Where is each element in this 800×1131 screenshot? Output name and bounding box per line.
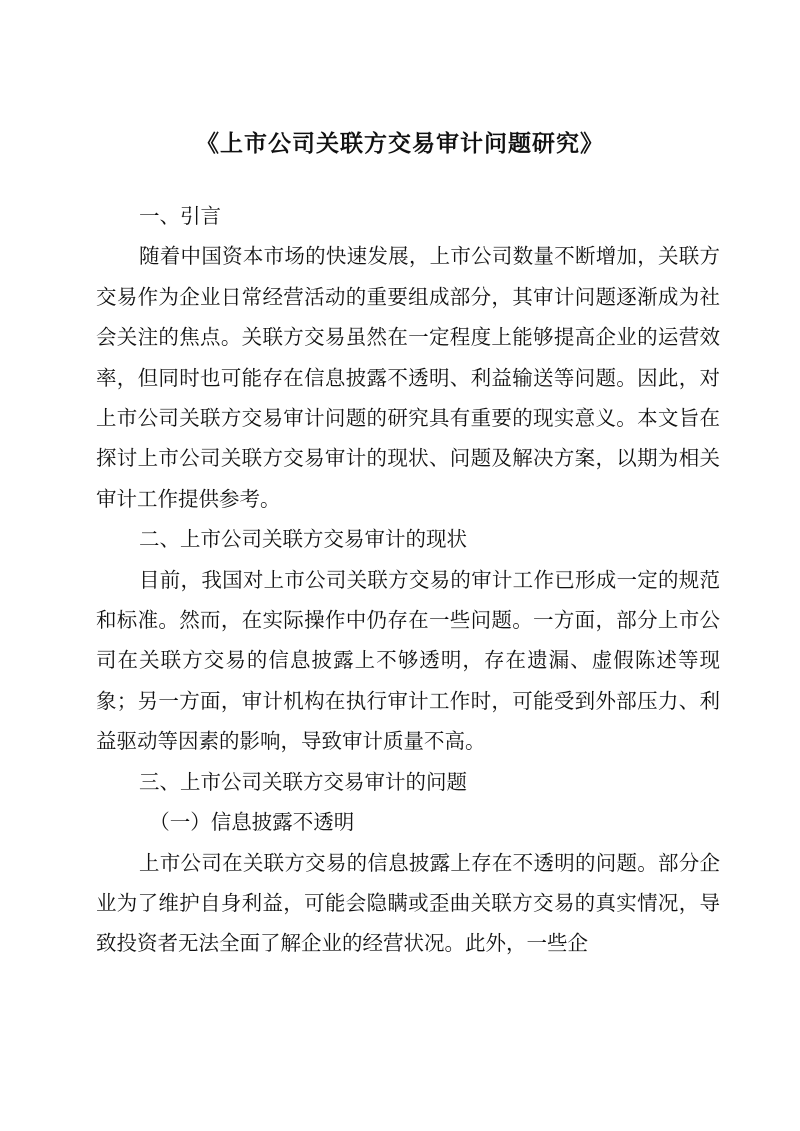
- section-3-subsection-1-paragraph: 上市公司在关联方交易的信息披露上存在不透明的问题。部分企业为了维护自身利益，可能会隐瞒或歪曲关联方交易的真实情况，导致投资者无法全面了解企业的经营状况。此外，一些企: [96, 850, 720, 956]
- document-title: 《上市公司关联方交易审计问题研究》: [196, 130, 604, 157]
- section-3-subsection-1-heading: （一）信息披露不透明: [149, 810, 355, 835]
- section-1-paragraph: 随着中国资本市场的快速发展，上市公司数量不断增加，关联方交易作为企业日常经营活动的重要组成部分，其审计问题逐渐成为社会关注的焦点。关联方交易虽然在一定程度上能够提高企业的运营效率，但同时也可能存在信息披露不透明、利益输送等问题。因此，对上市公司关联方交易审计问题的研究具有重要的现实意义。本文旨在探讨上市公司关联方交易审计的现状、问题及解决方案，以期为相关审计工作提供参考。: [96, 244, 720, 511]
- document-body: [96, 196, 720, 964]
- section-1-heading: 一、引言: [139, 204, 222, 228]
- section-3-heading: 三、上市公司关联方交易审计的问题: [139, 769, 468, 794]
- section-2-heading: 二、上市公司关联方交易审计的现状: [139, 527, 468, 552]
- section-2-paragraph: 目前，我国对上市公司关联方交易的审计工作已形成一定的规范和标准。然而，在实际操作中仍存在一些问题。一方面，部分上市公司在关联方交易的信息披露上不够透明，存在遗漏、虚假陈述等现象；另一方面，审计机构在执行审计工作时，可能受到外部压力、利益驱动等因素的影响，导致审计质量不高。: [96, 567, 720, 754]
